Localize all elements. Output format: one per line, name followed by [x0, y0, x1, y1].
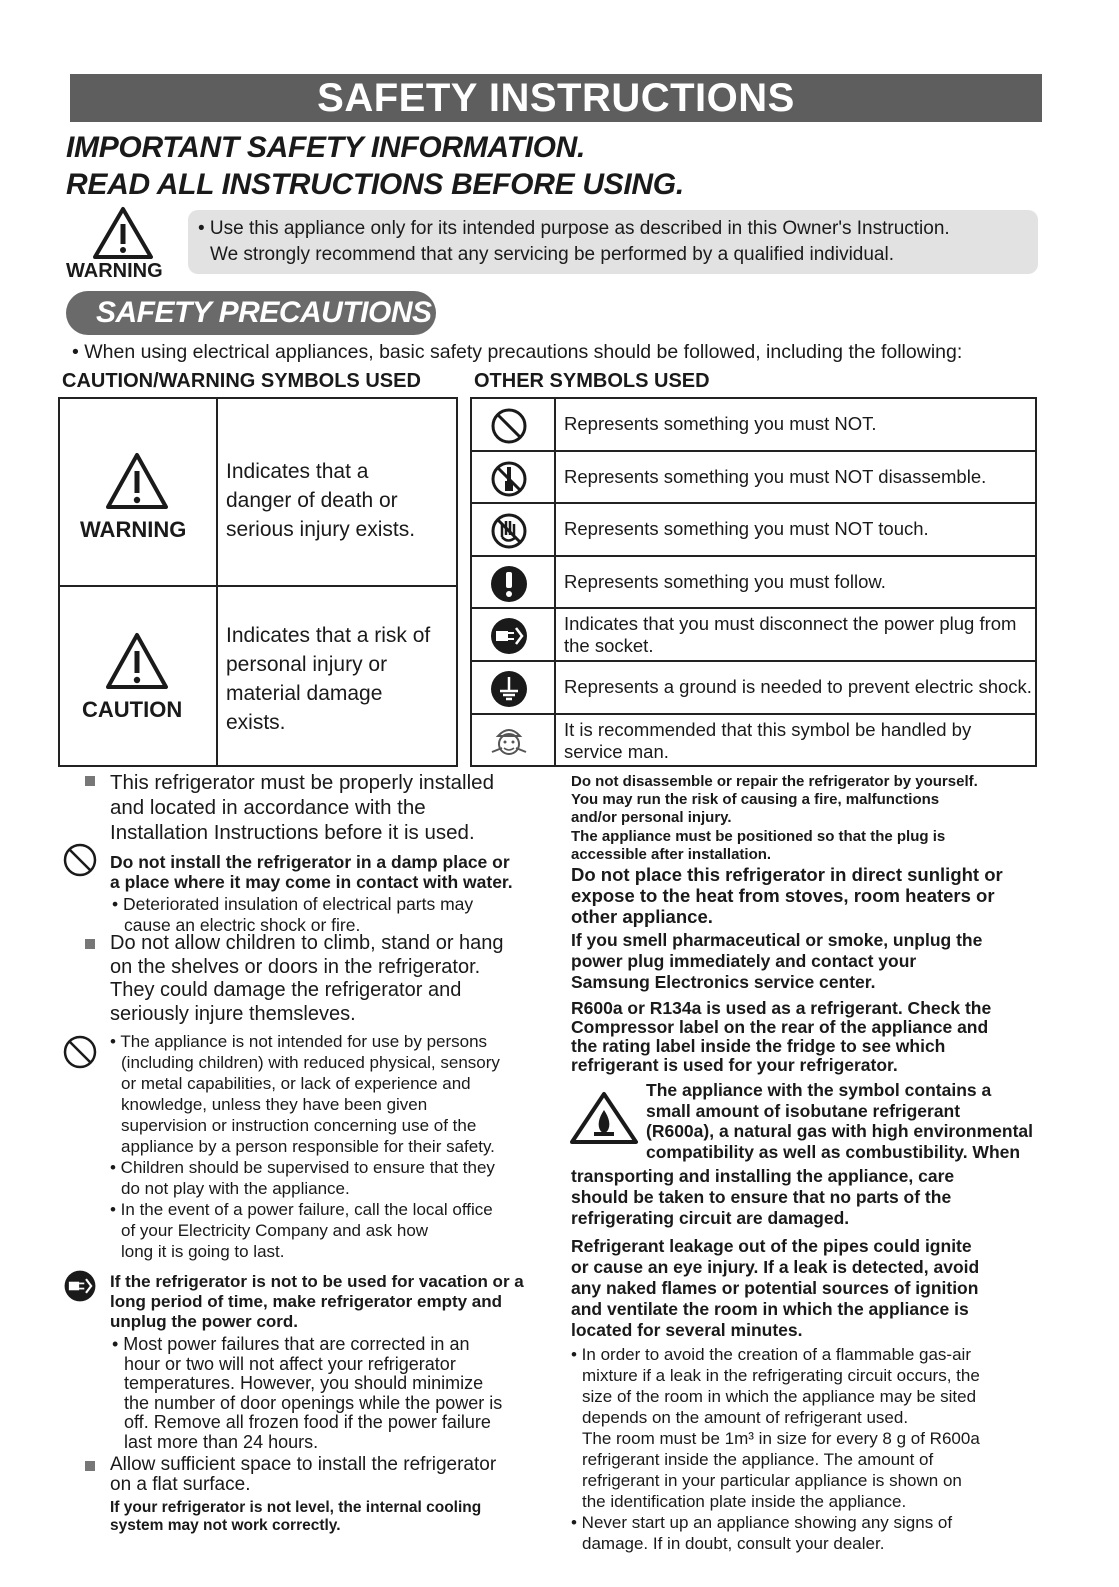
text-line: (including children) with reduced physical, sensory: [121, 1053, 500, 1072]
desc-line: Indicates that a: [226, 460, 369, 483]
text-line: • Deteriorated insulation of electrical parts may: [112, 894, 474, 914]
text-line: long period of time, make refrigerator empty and: [110, 1292, 503, 1311]
text-line: Refrigerant leakage out of the pipes could ignite: [571, 1236, 972, 1256]
text-line: Do not disassemble or repair the refrigerator by yourself.: [571, 773, 978, 790]
ground-icon: [488, 669, 530, 709]
text-line: transporting and installing the appliance, care: [571, 1166, 955, 1186]
warning-description: [226, 457, 454, 544]
text-line: This refrigerator must be properly installed: [110, 771, 494, 794]
text-line: They could damage the refrigerator and: [110, 979, 462, 1001]
symbol-description: Represents something you must NOT.: [564, 413, 877, 435]
text-line: long it is going to last.: [121, 1242, 285, 1261]
text-line: You may run the risk of causing a fire, malfunctions: [571, 791, 940, 808]
text-line: system may not work correctly.: [110, 1517, 341, 1534]
warning-triangle-icon: [104, 451, 170, 511]
room-size-bullets: [571, 1344, 980, 1554]
table-row: [472, 715, 1035, 768]
text-line: The appliance must be positioned so that the plug is: [571, 828, 946, 845]
text-line: do not play with the appliance.: [121, 1179, 350, 1198]
text-line: • Never start up an appliance showing any signs of: [571, 1513, 953, 1532]
desc-line: serious injury exists.: [226, 518, 416, 541]
text-line: and/or personal injury.: [571, 809, 732, 826]
plug-access-note: [571, 828, 945, 864]
text-line: refrigerating circuit are damaged.: [571, 1208, 850, 1228]
heading-line-1: IMPORTANT SAFETY INFORMATION.: [66, 131, 586, 164]
text-line: refrigerant inside the appliance. The amount of: [582, 1450, 934, 1469]
symbol-description: Indicates that you must disconnect the power plug from the socket.: [564, 612, 1017, 656]
text-line: the identification plate inside the appliance.: [582, 1492, 907, 1511]
text-line: on a flat surface.: [110, 1474, 251, 1495]
text-line: compatibility as well as combustibility. When: [646, 1141, 1021, 1162]
table-row: [472, 662, 1035, 715]
symbol-description: Represents something you must NOT disassemble.: [564, 465, 987, 487]
persons-paragraph: [110, 1031, 500, 1262]
caution-triangle-icon: [104, 631, 170, 691]
prohibited-icon: [62, 842, 98, 878]
text-line: • In the event of a power failure, call the local office: [110, 1200, 493, 1219]
other-symbols-table: [470, 397, 1037, 767]
text-line: expose to the heat from stoves, room heaters or: [571, 885, 995, 906]
prohibited-icon: [62, 1034, 98, 1070]
table-row: [472, 557, 1035, 610]
text-line: any naked flames or potential sources of ignition: [571, 1278, 979, 1298]
text-line: accessible after installation.: [571, 846, 772, 863]
table-row: [472, 609, 1035, 662]
page-title: SAFETY INSTRUCTIONS: [70, 74, 1042, 122]
table-row: [472, 399, 1035, 452]
text-line: • Most power failures that are corrected in an: [112, 1334, 470, 1354]
text-line: Samsung Electronics service center.: [571, 972, 876, 992]
text-line: Compressor label on the rear of the appliance and: [571, 1017, 989, 1037]
text-line: If the refrigerator is not to be used for vacation or a: [110, 1272, 524, 1291]
text-line: hour or two will not affect your refrigerator: [124, 1353, 456, 1374]
caution-label: CAUTION: [82, 697, 183, 722]
text-line: If you smell pharmaceutical or smoke, unplug the: [571, 930, 983, 950]
prohibited-icon: [488, 406, 530, 446]
text-line: knowledge, unless they have been given: [121, 1095, 428, 1114]
caution-description: [226, 621, 454, 737]
desc-line: exists.: [226, 711, 286, 734]
bullet-square: [85, 1461, 95, 1471]
text-line: supervision or instruction concerning use of the: [121, 1116, 477, 1135]
warning-label: WARNING: [66, 260, 163, 282]
no-disassemble-icon: [488, 459, 530, 499]
install-paragraph: [110, 770, 494, 845]
damp-place-warning: [110, 852, 513, 892]
flat-surface-paragraph: [110, 1455, 496, 1495]
text-line: mixture if a leak in the refrigerating circuit occurs, the: [582, 1366, 980, 1385]
caution-symbols-table: [58, 397, 458, 767]
text-line: • In order to avoid the creation of a flammable gas-air: [571, 1345, 971, 1364]
symbol-description: Represents a ground is needed to prevent electric shock.: [564, 676, 1032, 698]
text-line: the rating label inside the fridge to see which: [571, 1036, 946, 1056]
text-line: cause an electric shock or fire.: [124, 915, 361, 935]
table-row: [472, 452, 1035, 505]
text-line: refrigerant in your particular appliance is shown on: [582, 1471, 962, 1490]
text-line: refrigerant is used for your refrigerator.: [571, 1055, 898, 1075]
text-line: last more than 24 hours.: [124, 1431, 319, 1452]
text-line: or cause an eye injury. If a leak is detected, avoid: [571, 1257, 980, 1277]
warning-label: WARNING: [80, 517, 187, 542]
transport-note: [571, 1166, 954, 1229]
no-touch-icon: [488, 511, 530, 551]
text-line: seriously injure themsleves.: [110, 1002, 356, 1025]
smoke-warning: [571, 930, 982, 993]
desc-line: Indicates that a risk of: [226, 624, 431, 647]
text-line: • Children should be supervised to ensure that they: [110, 1158, 495, 1177]
refrigerant-check: [571, 999, 991, 1075]
must-follow-icon: [488, 564, 530, 604]
children-climb-paragraph: [110, 932, 504, 1026]
section-title-safety-precautions: SAFETY PRECAUTIONS: [66, 291, 436, 335]
sunlight-warning: [571, 864, 1003, 927]
symbol-description: Represents something you must follow.: [564, 571, 886, 593]
text-line: on the shelves or doors in the refrigerator.: [110, 955, 481, 978]
service-man-icon: [488, 722, 530, 762]
symbol-description: It is recommended that this symbol be handled by service man.: [564, 718, 972, 762]
desc-line: danger of death or: [226, 489, 398, 512]
text-line: (R600a), a natural gas with high environmental: [646, 1121, 1034, 1141]
text-line: Installation Instructions before it is used.: [110, 821, 475, 844]
text-line: The room must be 1m³ in size for every 8 g of R600a: [582, 1429, 980, 1448]
text-line: power plug immediately and contact your: [571, 951, 917, 971]
text-line: the number of door openings while the power is: [124, 1392, 503, 1413]
text-line: Do not allow children to climb, stand or hang: [110, 932, 504, 954]
other-symbols-header: OTHER SYMBOLS USED: [474, 370, 710, 392]
bullet-square: [85, 939, 95, 949]
text-line: Do not place this refrigerator in direct sunlight or: [571, 864, 1003, 885]
flammable-warning-icon: [568, 1090, 640, 1146]
warning-notice: [188, 210, 1038, 274]
precautions-intro: • When using electrical appliances, basic safety precautions should be followed, including the following:: [72, 341, 963, 363]
text-line: R600a or R134a is used as a refrigerant. Check the: [571, 998, 992, 1018]
text-line: • The appliance is not intended for use by persons: [110, 1032, 488, 1051]
table-row: [472, 504, 1035, 557]
text-line: and located in accordance with the: [110, 796, 426, 819]
text-line: small amount of isobutane refrigerant: [646, 1100, 961, 1121]
text-line: off. Remove all frozen food if the power failure: [124, 1412, 491, 1432]
bullet-square: [85, 776, 95, 786]
disassemble-warning: [571, 773, 978, 827]
text-line: Allow sufficient space to install the refrigerator: [110, 1454, 497, 1475]
warning-triangle-icon: [92, 206, 154, 260]
leakage-warning: [571, 1236, 979, 1341]
warning-notice-line-1: • Use this appliance only for its intended purpose as described in this Owner's Instruction.: [198, 218, 950, 239]
text-line: If your refrigerator is not level, the internal cooling: [110, 1499, 482, 1516]
text-line: other appliance.: [571, 906, 713, 927]
damp-place-bullet: [112, 894, 473, 936]
text-line: appliance by a person responsible for their safety.: [121, 1137, 495, 1156]
power-failure-bullet: [112, 1335, 502, 1452]
symbol-description: Represents something you must NOT touch.: [564, 518, 929, 540]
text-line: of your Electricity Company and ask how: [121, 1221, 429, 1240]
text-line: damage. If in doubt, consult your dealer.: [582, 1534, 885, 1553]
text-line: The appliance with the symbol contains a: [646, 1080, 992, 1100]
text-line: Do not install the refrigerator in a damp place or: [110, 852, 510, 872]
table-row: [60, 399, 456, 587]
caution-symbols-header: CAUTION/WARNING SYMBOLS USED: [62, 370, 421, 392]
text-line: a place where it may come in contact with water.: [110, 872, 513, 892]
text-line: and ventilate the room in which the appliance is: [571, 1299, 969, 1319]
text-line: depends on the amount of refrigerant used.: [582, 1408, 909, 1427]
warning-notice-line-2: We strongly recommend that any servicing be performed by a qualified individual.: [210, 244, 894, 265]
text-line: size of the room in which the appliance may be sited: [582, 1387, 977, 1406]
text-line: temperatures. However, you should minimize: [124, 1373, 484, 1393]
level-warning: [110, 1499, 481, 1535]
text-line: should be taken to ensure that no parts of the: [571, 1187, 952, 1207]
text-line: located for several minutes.: [571, 1320, 803, 1340]
text-line: or metal capabilities, or lack of experience and: [121, 1074, 471, 1093]
unplug-icon: [488, 616, 530, 656]
isobutane-note: [646, 1080, 1033, 1162]
heading-line-2: READ ALL INSTRUCTIONS BEFORE USING.: [66, 168, 684, 201]
table-row: [60, 587, 456, 765]
desc-line: personal injury or: [226, 653, 388, 676]
text-line: unplug the power cord.: [110, 1312, 298, 1331]
unplug-icon: [62, 1268, 98, 1304]
vacation-warning: [110, 1272, 524, 1332]
desc-line: material damage: [226, 682, 383, 705]
